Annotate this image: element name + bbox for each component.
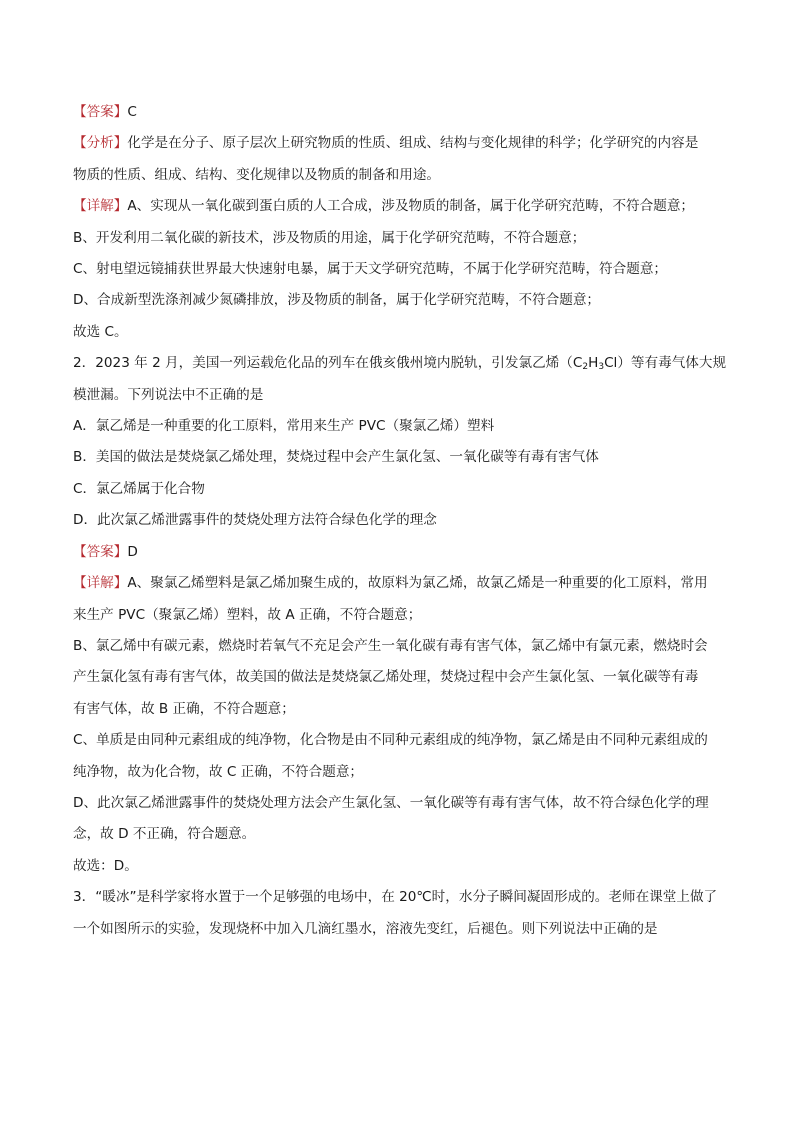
detail-tag: 【详解】 — [73, 198, 128, 215]
q2-option-a: A．氯乙烯是一种重要的化工原料，常用来生产 PVC（聚氯乙烯）塑料 — [73, 418, 495, 435]
q3-stem-line2: 一个如图所示的实验，发现烧杯中加入几滴红墨水，溶液先变红，后褪色。则下列说法中正确的是 — [73, 920, 658, 937]
q2-answer-line — [73, 537, 723, 568]
analysis-text: 化学是在分子、原子层次上研究物质的性质、组成、结构与变化规律的科学；化学研究的内容是 — [127, 135, 699, 152]
detail-tag-text: 详解 — [86, 575, 114, 592]
q3-stem-line1: 3．“暖冰”是科学家将水置于一个足够强的电场中，在 20℃时，水分子瞬间凝固形成的。老师在课堂上做了 — [73, 889, 718, 906]
q1-analysis-line1 — [73, 128, 723, 159]
formula-subscript: 2 — [582, 362, 589, 373]
q2-option-b: B．美国的做法是焚烧氯乙烯处理，焚烧过程中会产生氯化氢、一氧化碳等有毒有害气体 — [73, 449, 599, 466]
q1-answer-line — [73, 97, 723, 128]
q1-detail-a — [73, 191, 723, 222]
q1-conclusion: 故选 C。 — [73, 323, 128, 340]
analysis-tag: 【分析】 — [73, 135, 128, 152]
q2-conclusion: 故选：D。 — [73, 857, 138, 874]
answer-tag-text: 答案 — [86, 543, 114, 560]
q2-stem-line2: 模泄漏。下列说法中不正确的是 — [73, 386, 264, 403]
q2-stem-line1 — [73, 348, 727, 379]
q1-analysis-line2: 物质的性质、组成、结构、变化规律以及物质的制备和用途。 — [73, 166, 441, 183]
q2-option-d: D．此次氯乙烯泄露事件的焚烧处理方法符合绿色化学的理念 — [73, 512, 437, 529]
q2-detail-b1: B、氯乙烯中有碳元素，燃烧时若氧气不充足会产生一氧化碳有毒有害气体，氯乙烯中有氯元素，燃烧时会 — [73, 637, 708, 654]
q2-detail-d1: D、此次氯乙烯泄露事件的焚烧处理方法会产生氯化氢、一氧化碳等有毒有害气体，故不符合绿色化学的理 — [73, 794, 709, 811]
q2-detail-a2: 来生产 PVC（聚氯乙烯）塑料，故 A 正确，不符合题意； — [73, 606, 422, 623]
answer-tag: 【答案】 — [73, 104, 128, 120]
q2-detail-c1: C、单质是由同种元素组成的纯净物，化合物是由不同种元素组成的纯净物，氯乙烯是由不同种元素组成的 — [73, 732, 708, 749]
q2-stem-part2: Cl）等有毒气体大规 — [604, 355, 727, 372]
q1-detail-b: B、开发利用二氧化碳的新技术，涉及物质的用途，属于化学研究范畴，不符合题意； — [73, 229, 586, 246]
answer-value: C — [127, 104, 137, 120]
detail-tag-text: 详解 — [86, 198, 114, 215]
analysis-tag-text: 分析 — [86, 135, 114, 152]
q2-detail-a1 — [73, 568, 723, 599]
answer-tag: 【答案】 — [73, 543, 128, 560]
detail-tag: 【详解】 — [73, 575, 128, 592]
formula-subscript: 3 — [598, 362, 605, 373]
q2-detail-c2: 纯净物，故为化合物，故 C 正确，不符合题意； — [73, 763, 364, 780]
detail-text: A、实现从一氧化碳到蛋白质的人工合成，涉及物质的制备，属于化学研究范畴，不符合题意； — [127, 198, 695, 215]
q1-detail-c: C、射电望远镜捕获世界最大快速射电暴，属于天文学研究范畴，不属于化学研究范畴，符合题意； — [73, 261, 668, 278]
page-content — [73, 97, 727, 945]
detail-text: A、聚氯乙烯塑料是氯乙烯加聚生成的，故原料为氯乙烯，故氯乙烯是一种重要的化工原料，常用 — [127, 575, 708, 592]
answer-value: D — [127, 543, 138, 560]
q1-detail-d: D、合成新型洗涤剂减少氮磷排放，涉及物质的制备，属于化学研究范畴，不符合题意； — [73, 292, 601, 309]
q2-stem-part1: 2．2023 年 2 月，美国一列运载危化品的列车在俄亥俄州境内脱轨，引发氯乙烯（C — [73, 355, 583, 372]
q2-detail-d2: 念，故 D 不正确，符合题意。 — [73, 826, 256, 843]
q2-detail-b2: 产生氯化氢有毒有害气体，故美国的做法是焚烧氯乙烯处理，焚烧过程中会产生氯化氢、一氧化碳等有毒 — [73, 669, 699, 686]
q2-option-c: C．氯乙烯属于化合物 — [73, 480, 205, 497]
q2-detail-b3: 有害气体，故 B 正确，不符合题意； — [73, 700, 295, 717]
answer-tag-text: 答案 — [86, 104, 114, 120]
formula-element: H — [588, 355, 599, 372]
